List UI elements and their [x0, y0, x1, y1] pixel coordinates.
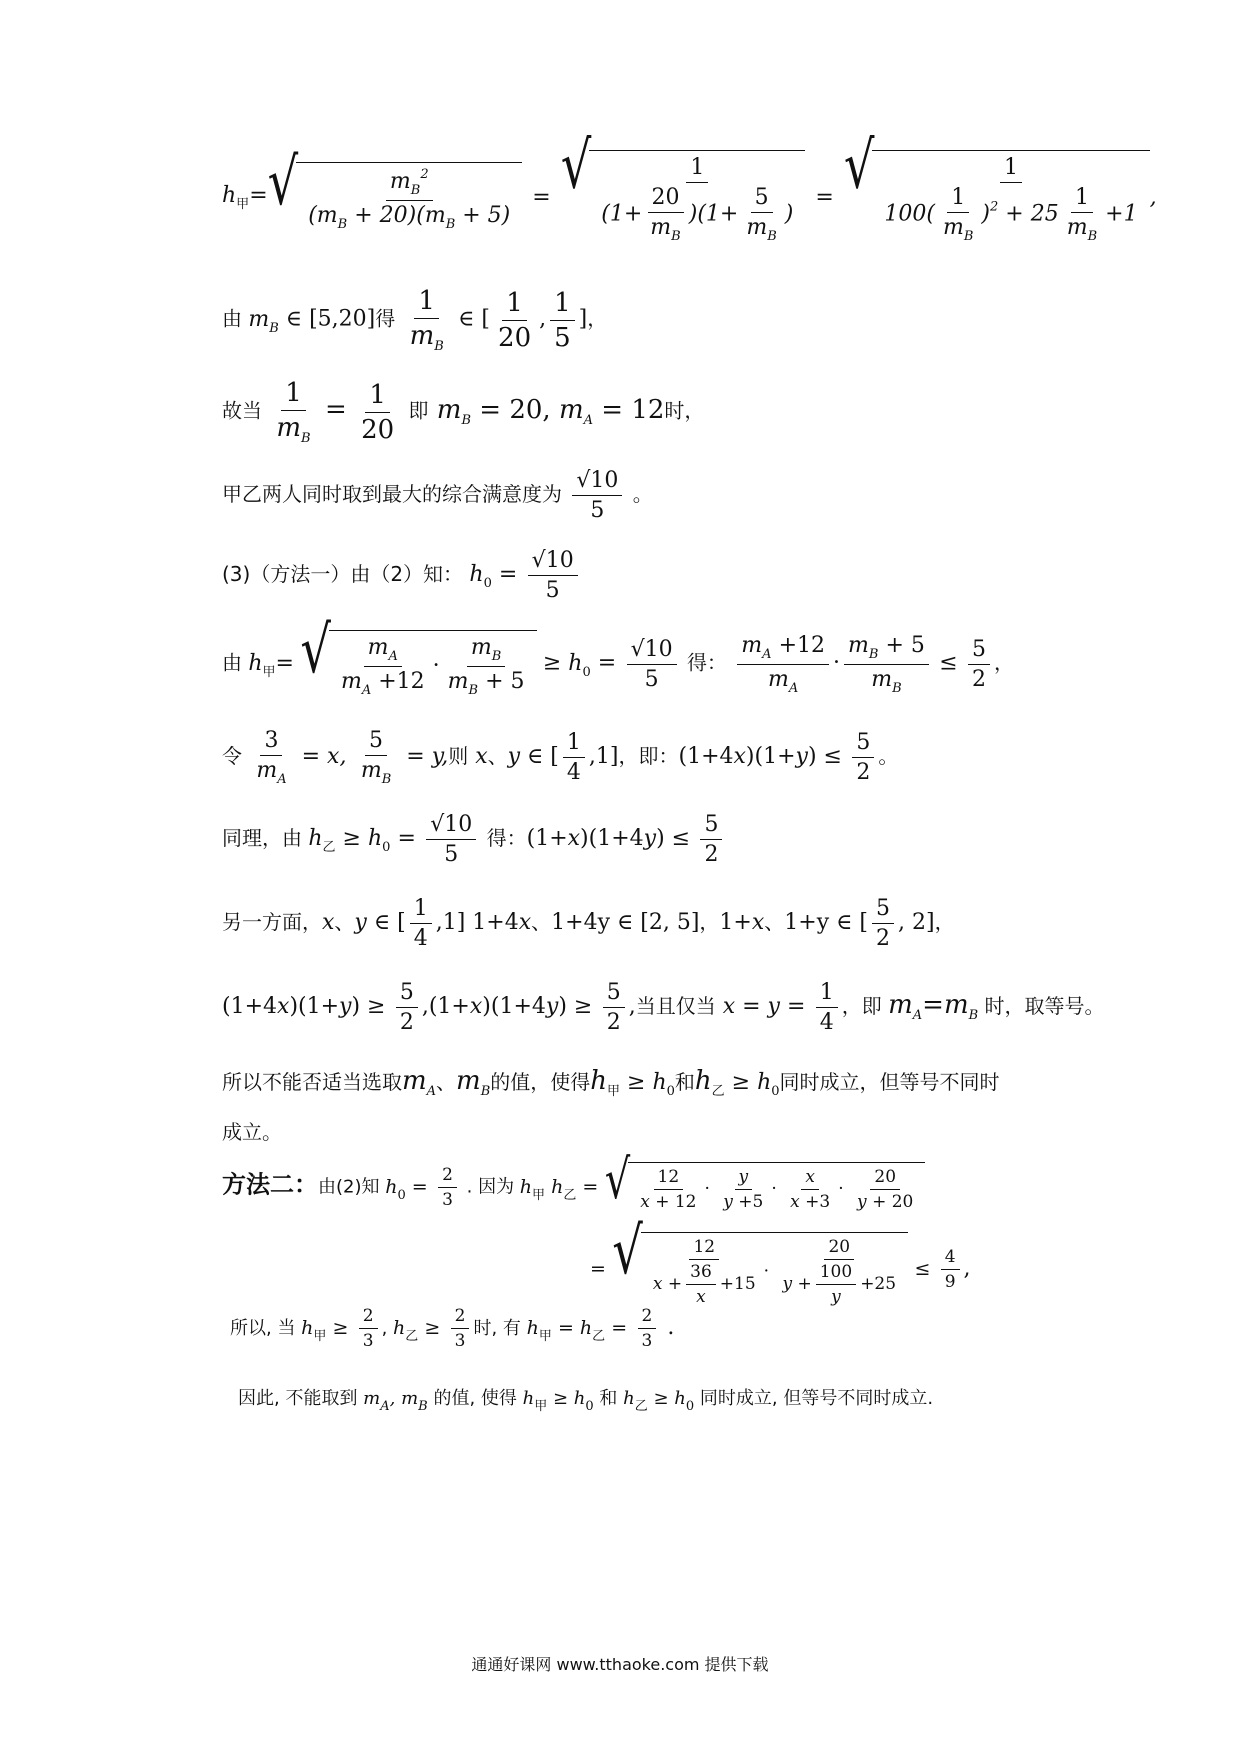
range-line: 另一方面，x、y ∈ [ $\frac{1}{4}$ ,1] 1+4x、1+4y ∈ [2, 5]，1+x、1+y ∈ [ $\frac{5}{2}$ , 2]， — [222, 896, 955, 951]
inequality-line: 由 $h_甲=$ √ $\frac{m_A}{m_A +12}$ · $\frac{m_B}{m_B + 5}$ ≥ $h_0$ = $\frac{√10}{5}$ 得： $\frac{m_A +12}{m_A}$ · $\frac{m_B + 5}{m_B}$ ≤ $\frac{5}{2}$ ， — [222, 612, 1015, 698]
method2-conclusion: 因此, 不能取到 $m_A$, $m_B$ 的值, 使得 $h_甲 \ge h_0$ 和 $h_乙 \ge h_0$ 同时成立, 但等号不同时成立. — [238, 1388, 934, 1414]
conclusion-line: 甲乙两人同时取到最大的综合满意度为 $\frac{√10}{5}$ 。 — [222, 468, 653, 523]
method2-line1: 方法二：由(2)知 $h_0$ = $\frac{2}{3}$ . 因为 $h_甲$ $h_乙$ = √ $\frac{12}{x + 12}$ · $\frac{y}{y +5}$ · $\frac{x}{x +3}$ · $\frac{20}{y + 20}$ — [222, 1162, 925, 1212]
conclusion-method1-line: 所以不能否适当选取$m_A$、$m_B$的值，使得$h_甲 \ge h_0$和$h_乙 \ge h_0$同时成立，但等号不同时 — [222, 1066, 1000, 1099]
similar-inequality-line: 同理，由 $h_乙 \ge h_0$ = $\frac{√10}{5}$ 得：(1+x)(1+4y) ≤ $\frac{5}{2}$ — [222, 812, 726, 867]
conclusion-method1-tail — [222, 1116, 282, 1145]
method2-line2: = √ 12 x + $\frac{36}{x}$ +15 · 20 y + $\frac{100}{y}$ +25 ≤ $\frac{4}{9}$ , — [590, 1213, 971, 1307]
equality-condition-line: (1+4x)(1+y) ≥ $\frac{5}{2}$ ,(1+x)(1+4y) ≥ $\frac{5}{2}$ ,当且仅当 x = y = $\frac{1}{4}$ ，即 $m_A=m_B$ 时，取等号。 — [222, 980, 1105, 1035]
method2-line3: 所以, 当 $h_甲$ ≥ $\frac{2}{3}$ , $h_乙$ ≥ $\frac{2}{3}$ 时, 有 $h_甲 = h_乙$ = $\frac{2}{3}$ . — [230, 1306, 675, 1351]
equation-h-jia — [222, 128, 1157, 244]
math-content: $h_甲=$ √ $\frac{m_B^2}{(m_B + 20)(m_B + 5)}$ = √ 1 (1+ $\frac{20}{m_B}$ )(1+ $\frac{5}{m_B}$ ) = √ 1 100( $\frac{1}{m_B}$ )$^2$ + 25 $\frac{1}{m_B}$ +1 , — [222, 128, 1157, 244]
substitution-line: 令 $\frac{3}{m_A}$ = x, $\frac{5}{m_B}$ = y,则 x、y ∈ [ $\frac{1}{4}$ ,1]，即：(1+4x)(1+y) ≤ $\frac{5}{2}$ 。 — [222, 728, 899, 787]
max-condition-line: 故当 $\frac{1}{m_B}$ = $\frac{1}{20}$ 即 $m_B = 20$, $m_A = 12$时， — [222, 378, 705, 446]
part3-method1-line: (3)（方法一）由（2）知： $h_0$ = $\frac{√10}{5}$ — [222, 548, 582, 603]
interval-line: 由 $m_B$ ∈ [5,20]得 $\frac{1}{m_B}$ ∈ [ $\frac{1}{20}$ , $\frac{1}{5}$ ]， — [222, 286, 608, 354]
text-tail: 成立。 — [222, 1120, 282, 1144]
footer-text: 通通好课网 www.tthaoke.com 提供下载 — [471, 1655, 769, 1674]
